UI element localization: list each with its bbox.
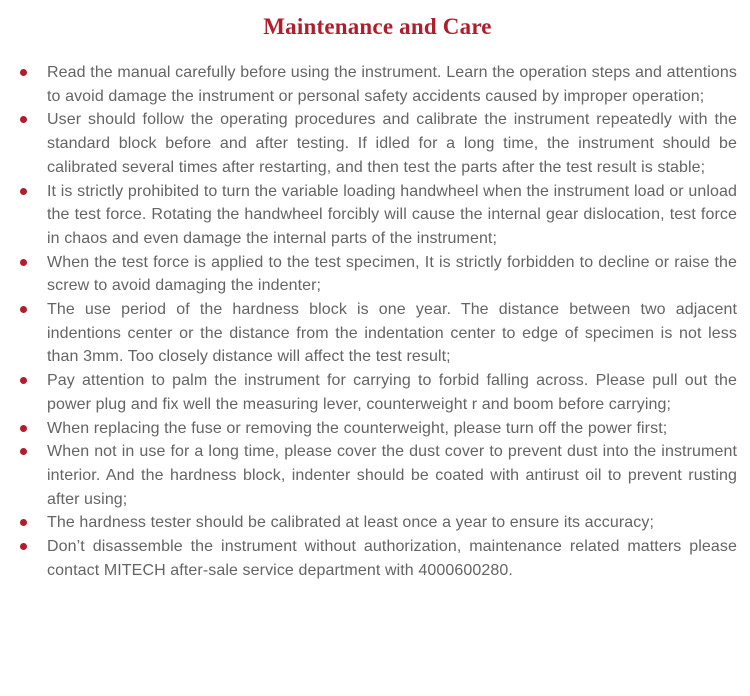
list-item [18, 369, 737, 416]
list-item-text: When replacing the fuse or removing the counterweight, please turn off the power first; [47, 419, 668, 437]
list-item [18, 511, 737, 535]
list-item [18, 298, 737, 369]
list-item-text: Don’t disassemble the instrument without authorization, maintenance related matters please contact MITECH after-sale service department with 4000600280. [47, 538, 737, 579]
list-item-text: It is strictly prohibited to turn the variable loading handwheel when the instrument load or unload the test force. Rotating the handwheel forcibly will cause the internal gear dislocation, test force in chaos and even damage the internal parts of the instrument; [47, 182, 737, 247]
bullet-dot-icon [20, 519, 27, 526]
maintenance-list [18, 61, 737, 582]
bullet-dot-icon [20, 69, 27, 76]
list-item [18, 180, 737, 251]
bullet-dot-icon [20, 306, 27, 313]
list-item [18, 61, 737, 108]
list-item-text: When not in use for a long time, please cover the dust cover to prevent dust into the instrument interior. And the hardness block, indenter should be coated with antirust oil to prevent rusting after using; [47, 443, 737, 508]
list-item-text: User should follow the operating procedures and calibrate the instrument repeatedly with the standard block before and after testing. If idled for a long time, the instrument should be calibrated several times after restarting, and then test the parts after the test result is stable; [47, 111, 737, 176]
list-item-text: Pay attention to palm the instrument for carrying to forbid falling across. Please pull out the power plug and fix well the measuring lever, counterweight r and boom before carrying; [47, 372, 737, 413]
bullet-dot-icon [20, 377, 27, 384]
bullet-dot-icon [20, 188, 27, 195]
list-item [18, 535, 737, 582]
list-item-text: The hardness tester should be calibrated at least once a year to ensure its accuracy; [47, 514, 655, 532]
bullet-dot-icon [20, 116, 27, 123]
list-item [18, 440, 737, 511]
list-item [18, 251, 737, 298]
bullet-dot-icon [20, 543, 27, 550]
list-item-text: Read the manual carefully before using the instrument. Learn the operation steps and attentions to avoid damage the instrument or personal safety accidents caused by improper operation; [47, 64, 737, 105]
list-item-text: The use period of the hardness block is one year. The distance between two adjacent indentions center or the distance from the indentation center to edge of specimen is not less than 3mm. Too closely distance will affect the test result; [47, 301, 737, 366]
bullet-dot-icon [20, 259, 27, 266]
bullet-dot-icon [20, 448, 27, 455]
list-item [18, 108, 737, 179]
page-title: Maintenance and Care [263, 14, 492, 39]
list-item-text: When the test force is applied to the test specimen, It is strictly forbidden to decline or raise the screw to avoid damaging the indenter; [47, 253, 737, 295]
list-item [18, 417, 737, 441]
bullet-dot-icon [20, 425, 27, 432]
